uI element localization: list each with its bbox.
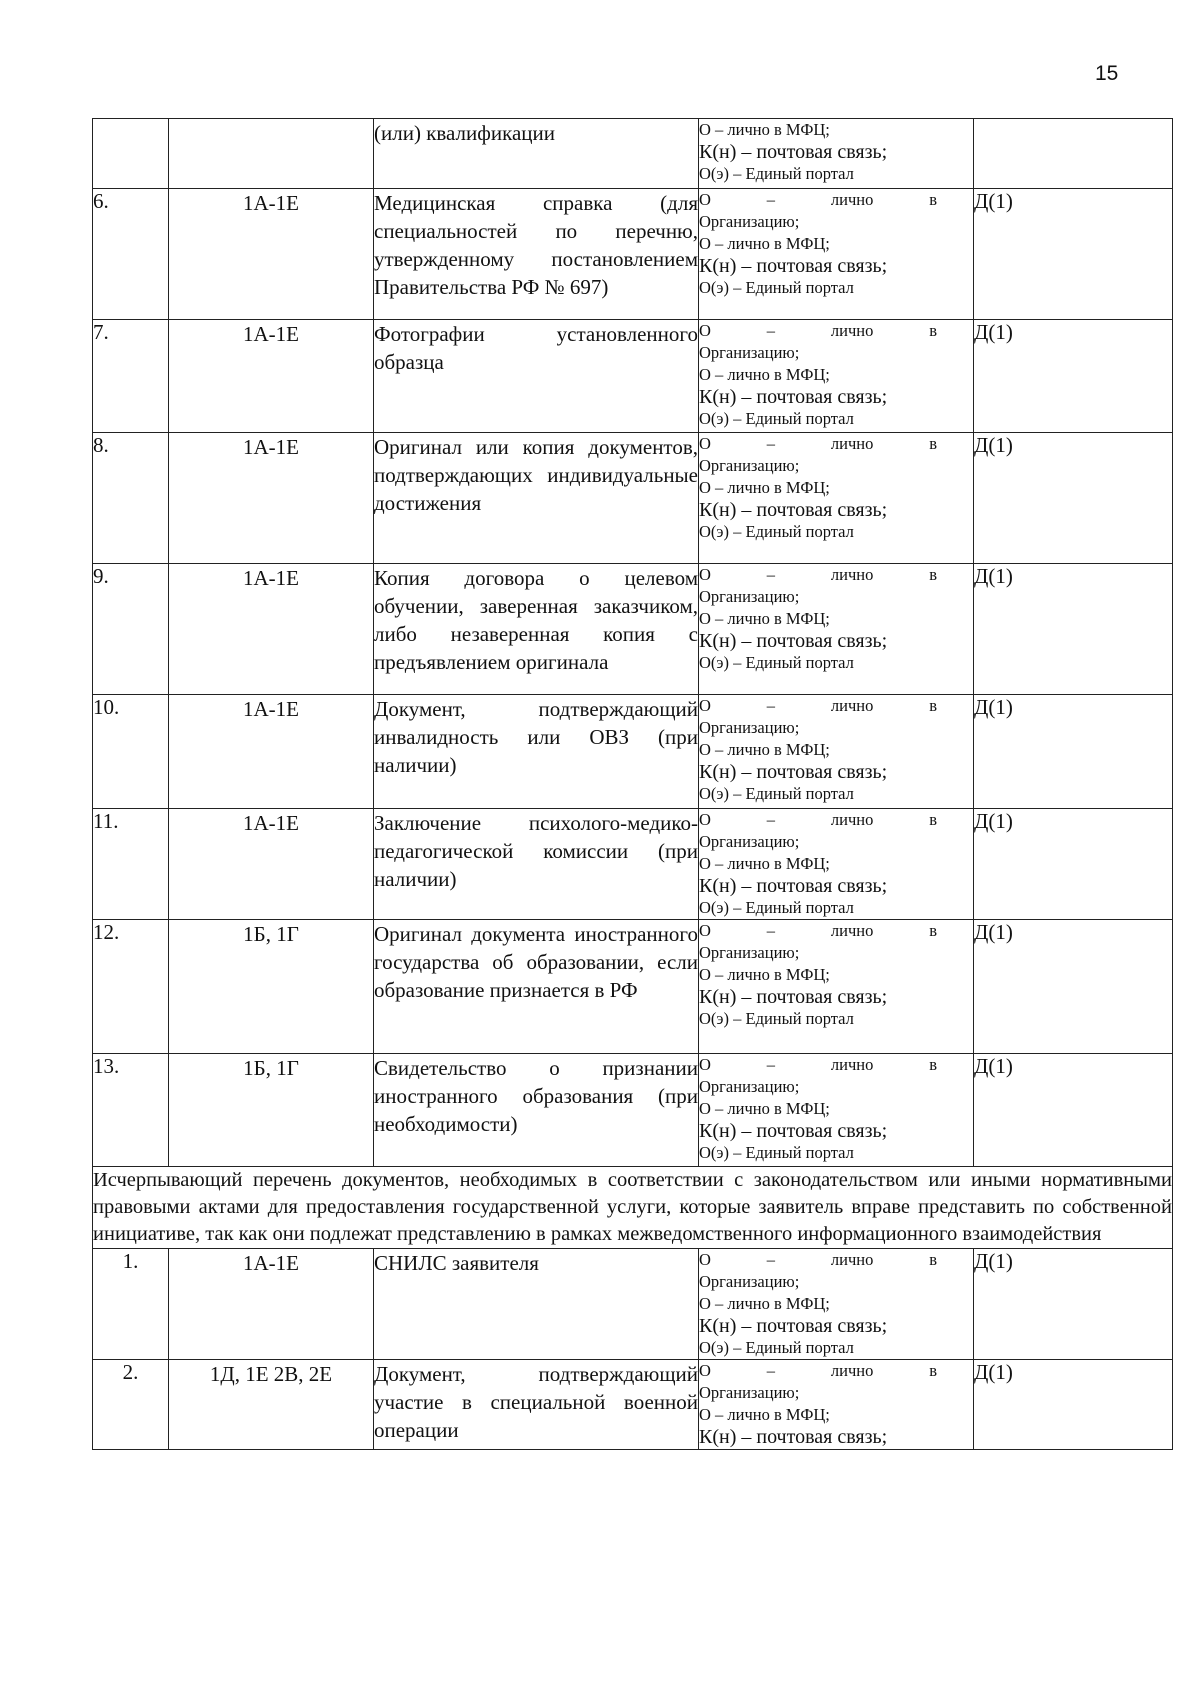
documents-table (92, 118, 1173, 1450)
applicant-group: 1А-1Е (169, 695, 374, 809)
document-type: Д(1) (974, 809, 1173, 920)
delivery-method: О(э) – Единый портал (699, 1143, 854, 1162)
row-number: 7. (93, 320, 169, 433)
delivery-method: О – лично в (699, 921, 937, 940)
delivery-method: О – лично в МФЦ; (699, 609, 830, 628)
delivery-method: О – лично в МФЦ; (699, 478, 830, 497)
applicant-group: 1Д, 1Е 2В, 2Е (169, 1360, 374, 1450)
delivery-method: Организацию; (699, 943, 800, 962)
table-row (93, 1054, 1173, 1167)
delivery-method: О – лично в МФЦ; (699, 965, 830, 984)
delivery-method: О(э) – Единый портал (699, 784, 854, 803)
documents-table-body (93, 119, 1173, 1450)
delivery-methods-cell (699, 119, 974, 189)
delivery-method: О – лично в МФЦ; (699, 1099, 830, 1118)
delivery-method: О(э) – Единый портал (699, 1338, 854, 1357)
applicant-group: 1А-1Е (169, 189, 374, 320)
document-name: Документ, подтверждающий участие в специальной военной операции (374, 1360, 699, 1450)
document-type (974, 119, 1173, 189)
delivery-method: Организацию; (699, 1077, 800, 1096)
delivery-method: К(н) – почтовая связь; (699, 986, 888, 1008)
delivery-method: О – лично в МФЦ; (699, 120, 830, 139)
row-number (93, 119, 169, 189)
delivery-method: К(н) – почтовая связь; (699, 761, 888, 783)
delivery-method: К(н) – почтовая связь; (699, 630, 888, 652)
delivery-methods-cell (699, 1360, 974, 1450)
delivery-method: О – лично в (699, 696, 937, 715)
row-number: 1. (93, 1249, 169, 1360)
document-type: Д(1) (974, 1360, 1173, 1450)
delivery-method: О – лично в (699, 321, 937, 340)
document-type: Д(1) (974, 695, 1173, 809)
section-row (93, 1167, 1173, 1249)
delivery-method: Организацию; (699, 212, 800, 231)
delivery-method: О(э) – Единый портал (699, 653, 854, 672)
delivery-method: О(э) – Единый портал (699, 522, 854, 541)
table-row (93, 920, 1173, 1054)
document-name: Свидетельство о признании иностранного образования (при необходимости) (374, 1054, 699, 1167)
delivery-methods-cell (699, 695, 974, 809)
document-type: Д(1) (974, 433, 1173, 564)
delivery-method: К(н) – почтовая связь; (699, 141, 888, 163)
page-number: 15 (1095, 62, 1119, 85)
delivery-method: О(э) – Единый портал (699, 898, 854, 917)
delivery-methods-cell (699, 189, 974, 320)
document-name: Копия договора о целевом обучении, заверенная заказчиком, либо незаверенная копия с предъявлением оригинала (374, 564, 699, 695)
delivery-method: Организацию; (699, 1383, 800, 1402)
document-name: Документ, подтверждающий инвалидность или ОВЗ (при наличии) (374, 695, 699, 809)
applicant-group: 1А-1Е (169, 320, 374, 433)
document-type: Д(1) (974, 320, 1173, 433)
row-number: 12. (93, 920, 169, 1054)
delivery-method: О – лично в МФЦ; (699, 854, 830, 873)
delivery-method: О(э) – Единый портал (699, 409, 854, 428)
table-row (93, 189, 1173, 320)
applicant-group: 1А-1Е (169, 564, 374, 695)
row-number: 6. (93, 189, 169, 320)
row-number: 13. (93, 1054, 169, 1167)
delivery-method: О(э) – Единый портал (699, 1009, 854, 1028)
row-number: 2. (93, 1360, 169, 1450)
delivery-method: К(н) – почтовая связь; (699, 255, 888, 277)
document-name: Оригинал или копия документов, подтверждающих индивидуальные достижения (374, 433, 699, 564)
delivery-method: О(э) – Единый портал (699, 278, 854, 297)
table-row (93, 320, 1173, 433)
applicant-group: 1Б, 1Г (169, 1054, 374, 1167)
document-type: Д(1) (974, 189, 1173, 320)
applicant-group: 1А-1Е (169, 809, 374, 920)
document-type: Д(1) (974, 1249, 1173, 1360)
delivery-method: К(н) – почтовая связь; (699, 386, 888, 408)
delivery-method: О – лично в (699, 190, 937, 209)
delivery-method: К(н) – почтовая связь; (699, 499, 888, 521)
delivery-method: Организацию; (699, 456, 800, 475)
document-name: СНИЛС заявителя (374, 1249, 699, 1360)
document-name: (или) квалификации (374, 119, 699, 189)
delivery-methods-cell (699, 1054, 974, 1167)
applicant-group (169, 119, 374, 189)
table-row (93, 119, 1173, 189)
delivery-method: Организацию; (699, 832, 800, 851)
table-row (93, 1249, 1173, 1360)
row-number: 10. (93, 695, 169, 809)
delivery-method: О – лично в (699, 1361, 937, 1380)
document-name: Оригинал документа иностранного государства об образовании, если образование признается в РФ (374, 920, 699, 1054)
delivery-methods-cell (699, 433, 974, 564)
row-number: 11. (93, 809, 169, 920)
document-type: Д(1) (974, 1054, 1173, 1167)
delivery-method: О – лично в (699, 810, 937, 829)
delivery-method: Организацию; (699, 1272, 800, 1291)
delivery-method: Организацию; (699, 718, 800, 737)
applicant-group: 1Б, 1Г (169, 920, 374, 1054)
document-name: Медицинская справка (для специальностей по перечню, утвержденному постановлением Правительства РФ № 697) (374, 189, 699, 320)
delivery-method: О – лично в (699, 1250, 937, 1269)
table-row (93, 564, 1173, 695)
delivery-method: О – лично в МФЦ; (699, 234, 830, 253)
document-type: Д(1) (974, 564, 1173, 695)
delivery-method: О – лично в (699, 434, 937, 453)
delivery-method: О – лично в МФЦ; (699, 1294, 830, 1313)
delivery-methods-cell (699, 809, 974, 920)
delivery-method: К(н) – почтовая связь; (699, 1315, 888, 1337)
delivery-methods-cell (699, 564, 974, 695)
row-number: 8. (93, 433, 169, 564)
table-row (93, 809, 1173, 920)
delivery-method: К(н) – почтовая связь; (699, 1120, 888, 1142)
row-number: 9. (93, 564, 169, 695)
applicant-group: 1А-1Е (169, 433, 374, 564)
table-row (93, 433, 1173, 564)
delivery-methods-cell (699, 1249, 974, 1360)
delivery-methods-cell (699, 320, 974, 433)
document-name: Заключение психолого-медико-педагогической комиссии (при наличии) (374, 809, 699, 920)
applicant-group: 1А-1Е (169, 1249, 374, 1360)
table-row (93, 695, 1173, 809)
document-type: Д(1) (974, 920, 1173, 1054)
delivery-methods-cell (699, 920, 974, 1054)
delivery-method: О(э) – Единый портал (699, 164, 854, 183)
delivery-method: О – лично в (699, 1055, 937, 1074)
delivery-method: О – лично в МФЦ; (699, 1405, 830, 1424)
delivery-method: К(н) – почтовая связь; (699, 1426, 888, 1448)
delivery-method: О – лично в МФЦ; (699, 740, 830, 759)
delivery-method: Организацию; (699, 343, 800, 362)
delivery-method: О – лично в МФЦ; (699, 365, 830, 384)
table-row (93, 1360, 1173, 1450)
delivery-method: О – лично в (699, 565, 937, 584)
section-heading: Исчерпывающий перечень документов, необходимых в соответствии с законодательством или иными нормативными правовыми актами для предоставления государственной услуги, которые заявитель вправе представить по собственной инициативе, так как они подлежат представлению в рамках межведомственного информационного взаимодействия (93, 1167, 1173, 1249)
delivery-method: К(н) – почтовая связь; (699, 875, 888, 897)
delivery-method: Организацию; (699, 587, 800, 606)
document-name: Фотографии установленного образца (374, 320, 699, 433)
